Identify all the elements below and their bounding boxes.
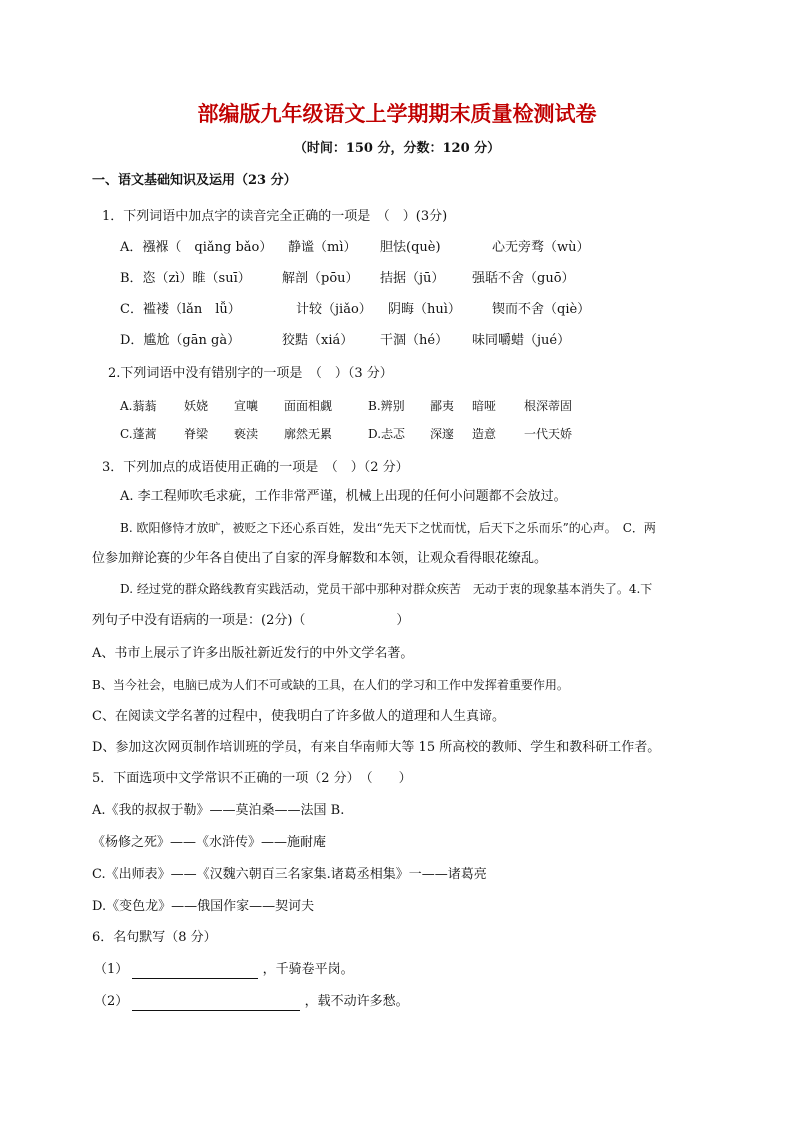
option-word: D．尴尬（gān gà） [120,333,241,348]
question-2-options-ab [120,397,640,415]
option-word: 一代天娇 [524,427,573,441]
option-word: 宣嚷 [234,399,259,413]
option-word: B．恣（zì）睢（suī） [120,271,251,286]
option-word: 静谧（mì） [288,240,357,255]
question-2-options-cd [120,425,640,443]
option-word: 深邃 [430,427,455,441]
option-word: 面面相觑 [284,399,333,413]
question-1-option-c [120,301,720,319]
option-word: 胆怯(què) [380,240,441,255]
option-word: C．褴褛（lǎn lǚ） [120,302,241,317]
question-4-option-b: B、当今社会，电脑已成为人们不可或缺的工具，在人们的学习和工作中发挥着重要作用。 [92,678,569,692]
question-4-stem: 列句子中没有语病的一项是：(2分)（ ） [92,613,410,628]
question-1-option-d [120,332,720,350]
question-2-stem: 2.下列词语中没有错别字的一项是 （ ）（3 分） [108,366,393,381]
option-word: 鄙夷 [430,399,455,413]
option-word: 锲而不舍（qiè） [492,302,591,317]
item-number: （1） [94,962,129,977]
option-word: C.蓬蒿 [120,427,157,441]
option-word: 暗哑 [472,399,497,413]
option-word: 解剖（pōu） [282,271,359,286]
option-word: 廓然无累 [284,427,333,441]
option-word: A．襁褓（ qiǎng bǎo） [120,240,273,255]
page-title: 部编版九年级语文上学期期末质量检测试卷 [197,101,597,126]
question-5-stem: 5．下面选项中文学常识不正确的一项（2 分） （ ） [92,771,412,786]
option-word: 味同嚼蜡（jué） [472,333,571,348]
question-3-option-a: A. 李工程师吹毛求疵，工作非常严谨，机械上出现的任何小问题都不会放过。 [120,489,567,504]
answer-blank[interactable] [132,996,300,1011]
question-3-stem: 3．下列加点的成语使用正确的一项是 （ ）（2 分） [102,460,409,475]
question-1-option-b [120,270,720,288]
question-4-option-c: C、在阅读文学名著的过程中，使我明白了许多做人的道理和人生真谛。 [92,709,505,724]
option-word: 妖娆 [184,399,209,413]
item-text: ，载不动许多愁。 [304,994,409,1009]
question-6-stem: 6．名句默写（8 分） [92,930,217,945]
option-word: 亵渎 [234,427,259,441]
option-word: B.辨别 [368,399,405,413]
option-word: 阴晦（huì） [388,302,461,317]
option-word: 造意 [472,427,497,441]
exam-subtitle: （时间：150 分，分数：120 分） [293,141,501,156]
option-word: 计较（jiǎo） [296,302,372,317]
question-5-option-b: 《杨修之死》——《水浒传》——施耐庵 [92,835,327,850]
question-4-option-d: D、参加这次网页制作培训班的学员，有来自华南师大等 15 所高校的教师、学生和教科研工作者。 [92,740,661,755]
fill-in-line-2 [94,993,409,1011]
question-3-option-b: B. 欧阳修恃才放旷，被贬之下还心系百姓，发出“先天下之忧而忧，后天下之乐而乐”的心声。 C．两 [120,521,656,535]
question-3-option-c: 位参加辩论赛的少年各自使出了自家的浑身解数和本领，让观众看得眼花缭乱。 [92,551,548,566]
option-word: 狡黠（xiá） [282,333,354,348]
option-word: A.蓊蓊 [120,399,157,413]
option-word: 干涸（hé） [380,333,449,348]
question-1-option-a [120,239,720,257]
question-1-stem: 1．下列词语中加点字的读音完全正确的一项是 （ ）(3分) [102,209,448,224]
option-word: D.忐忑 [368,427,406,441]
fill-in-line-1 [94,961,354,979]
question-5-option-c: C.《出师表》——《汉魏六朝百三名家集.诸葛丞相集》一——诸葛亮 [92,867,487,882]
item-text: ，千骑卷平岗。 [262,962,354,977]
question-5-option-a: A.《我的叔叔于勒》——莫泊桑——法国 B. [92,803,345,818]
option-word: 根深蒂固 [524,399,573,413]
question-4-option-a: A、书市上展示了许多出版社新近发行的中外文学名著。 [92,646,414,661]
option-word: 拮据（jū） [380,271,445,286]
question-5-option-d: D.《变色龙》——俄国作家——契诃夫 [92,899,315,914]
option-word: 脊梁 [184,427,209,441]
item-number: （2） [94,994,129,1009]
answer-blank[interactable] [132,964,258,979]
option-word: 心无旁骛（wù） [492,240,590,255]
section-heading: 一、语文基础知识及运用（23 分） [92,173,297,188]
option-word: 强聒不舍（guō） [472,271,575,286]
question-3-option-d: D. 经过党的群众路线教育实践活动，党员干部中那种对群众疾苦 无动于衷的现象基本消失了。4.下 [120,582,653,596]
